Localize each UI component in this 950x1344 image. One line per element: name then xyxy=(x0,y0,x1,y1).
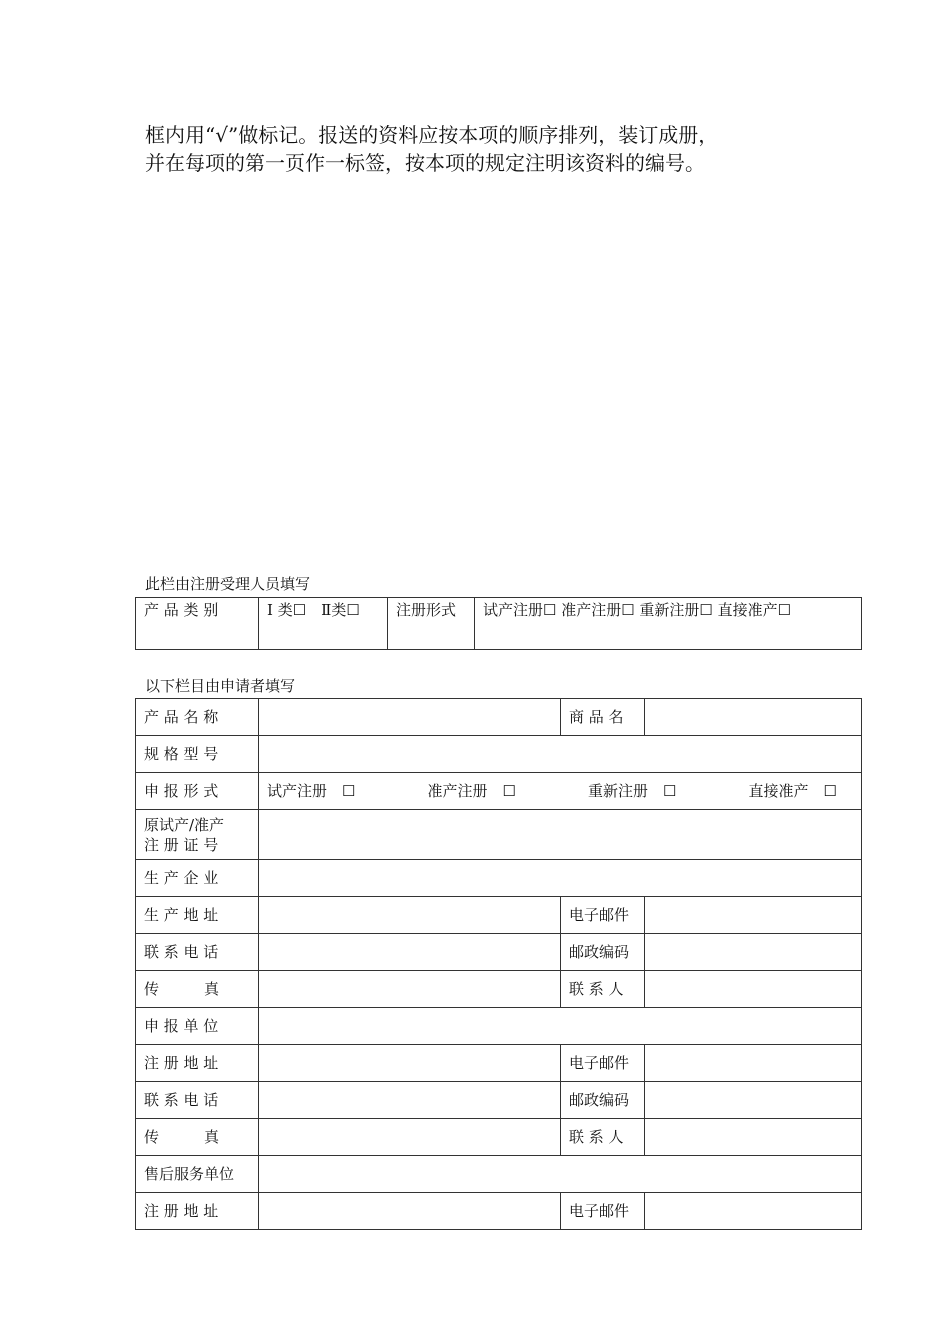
phone-label: 联 系 电 话 xyxy=(136,1082,259,1119)
email-label: 电子邮件 xyxy=(561,1193,645,1230)
email-field[interactable] xyxy=(645,1193,862,1230)
instructions-text xyxy=(145,121,845,177)
phone-field[interactable] xyxy=(259,1082,561,1119)
instructions-line-1: 框内用“√”做标记。报送的资料应按本项的顺序排列，装订成册， xyxy=(145,123,719,147)
manufacturer-field[interactable] xyxy=(259,860,862,897)
phone-field[interactable] xyxy=(259,934,561,971)
fax-field[interactable] xyxy=(259,1119,561,1156)
declare-form-label: 申 报 形 式 xyxy=(136,773,259,810)
declare-form-options xyxy=(259,773,862,810)
table-row xyxy=(136,736,862,773)
table-row xyxy=(136,897,862,934)
product-name-label: 产 品 名 称 xyxy=(136,699,259,736)
brand-name-label: 商 品 名 xyxy=(561,699,645,736)
table-row xyxy=(136,1082,862,1119)
production-address-label: 生 产 地 址 xyxy=(136,897,259,934)
phone-label: 联 系 电 话 xyxy=(136,934,259,971)
declare-option-direct[interactable]: 直接准产 ☐ xyxy=(748,782,837,800)
table-row xyxy=(136,598,862,650)
registered-address-label: 注 册 地 址 xyxy=(136,1045,259,1082)
original-cert-label-line-2: 注 册 证 号 xyxy=(144,835,219,854)
manufacturer-label: 生 产 企 业 xyxy=(136,860,259,897)
official-use-table xyxy=(135,597,862,650)
spec-model-field[interactable] xyxy=(259,736,862,773)
product-category-label: 产 品 类 别 xyxy=(136,598,259,650)
registered-address-field[interactable] xyxy=(259,1045,561,1082)
fax-field[interactable] xyxy=(259,971,561,1008)
postcode-field[interactable] xyxy=(645,934,862,971)
table-row xyxy=(136,1193,862,1230)
declare-option-trial[interactable]: 试产注册 ☐ xyxy=(267,782,356,800)
table-row xyxy=(136,860,862,897)
applicant-table xyxy=(135,698,862,1230)
postcode-field[interactable] xyxy=(645,1082,862,1119)
email-label: 电子邮件 xyxy=(561,897,645,934)
official-section-caption: 此栏由注册受理人员填写 xyxy=(145,575,311,593)
brand-name-field[interactable] xyxy=(645,699,862,736)
declare-option-quasi[interactable]: 准产注册 ☐ xyxy=(427,782,516,800)
declare-option-renew[interactable]: 重新注册 ☐ xyxy=(588,782,677,800)
fax-label: 传 真 xyxy=(136,1119,259,1156)
table-row xyxy=(136,1045,862,1082)
email-field[interactable] xyxy=(645,897,862,934)
registered-address-label: 注 册 地 址 xyxy=(136,1193,259,1230)
original-cert-label xyxy=(136,810,259,860)
table-row xyxy=(136,699,862,736)
original-cert-label-line-1: 原试产/准产 xyxy=(144,815,225,834)
product-name-field[interactable] xyxy=(259,699,561,736)
table-row xyxy=(136,971,862,1008)
table-row xyxy=(136,810,862,860)
declarer-field[interactable] xyxy=(259,1008,862,1045)
registration-form-checkboxes[interactable]: 试产注册☐ 准产注册☐ 重新注册☐ 直接准产☐ xyxy=(475,598,862,650)
table-row xyxy=(136,1156,862,1193)
table-row xyxy=(136,934,862,971)
postcode-label: 邮政编码 xyxy=(561,934,645,971)
email-field[interactable] xyxy=(645,1045,862,1082)
postcode-label: 邮政编码 xyxy=(561,1082,645,1119)
contact-field[interactable] xyxy=(645,971,862,1008)
applicant-section-caption: 以下栏目由申请者填写 xyxy=(145,677,296,695)
contact-field[interactable] xyxy=(645,1119,862,1156)
registered-address-field[interactable] xyxy=(259,1193,561,1230)
instructions-line-2: 并在每项的第一页作一标签，按本项的规定注明该资料的编号。 xyxy=(145,151,705,175)
table-row xyxy=(136,1008,862,1045)
contact-label: 联 系 人 xyxy=(561,1119,645,1156)
table-row xyxy=(136,1119,862,1156)
table-row xyxy=(136,773,862,810)
production-address-field[interactable] xyxy=(259,897,561,934)
service-unit-label: 售后服务单位 xyxy=(136,1156,259,1193)
contact-label: 联 系 人 xyxy=(561,971,645,1008)
email-label: 电子邮件 xyxy=(561,1045,645,1082)
registration-form-label: 注册形式 xyxy=(388,598,475,650)
original-cert-field[interactable] xyxy=(259,810,862,860)
product-category-checkboxes[interactable]: Ⅰ 类☐ Ⅱ类☐ xyxy=(259,598,388,650)
service-unit-field[interactable] xyxy=(259,1156,862,1193)
spec-model-label: 规 格 型 号 xyxy=(136,736,259,773)
declarer-label: 申 报 单 位 xyxy=(136,1008,259,1045)
fax-label: 传 真 xyxy=(136,971,259,1008)
